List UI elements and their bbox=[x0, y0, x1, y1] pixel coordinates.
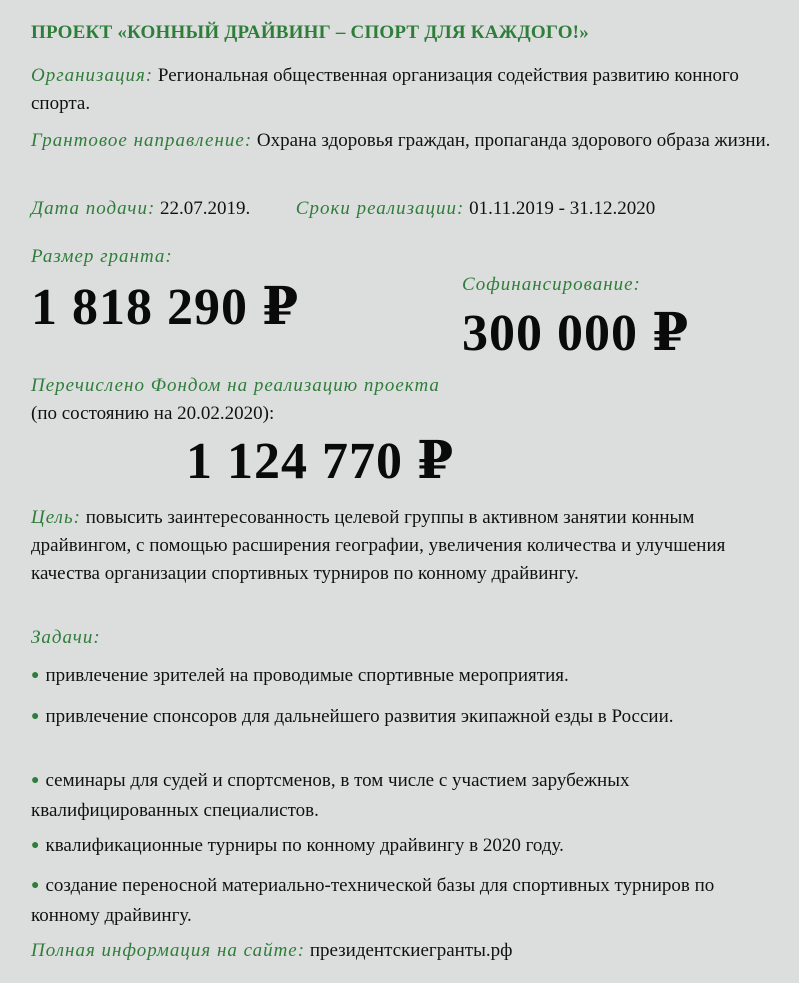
bullet-icon: ● bbox=[31, 838, 40, 853]
task-text: создание переносной материально-технической базы для спортивных турниров по конному драйвингу. bbox=[31, 875, 715, 926]
tasks-label-block bbox=[31, 624, 101, 652]
period-label: Сроки реализации: bbox=[295, 198, 465, 219]
task-item bbox=[31, 832, 771, 862]
task-text: семинары для судей и спортсменов, в том числе с участием зарубежных квалифицированных специалистов. bbox=[31, 770, 630, 821]
grant-amount: 1 818 290 ₽ bbox=[31, 279, 300, 336]
task-text: привлечение спонсоров для дальнейшего развития экипажной езды в России. bbox=[45, 706, 674, 727]
task-item bbox=[31, 703, 771, 733]
task-item bbox=[31, 662, 771, 692]
bullet-icon: ● bbox=[31, 709, 40, 724]
task-item bbox=[31, 767, 771, 825]
task-text: квалификационные турниры по конному драйвингу в 2020 году. bbox=[45, 835, 564, 856]
transferred-block bbox=[31, 372, 771, 428]
period-value: 01.11.2019 - 31.12.2020 bbox=[469, 198, 656, 219]
task-item bbox=[31, 872, 771, 930]
cofinancing-amount: 300 000 ₽ bbox=[462, 305, 690, 362]
submission-value: 22.07.2019. bbox=[160, 198, 251, 219]
goal-value: повысить заинтересованность целевой группы в активном занятии конным драйвингом, с помощью расширения географии, увеличения количества и улучшения качества организации спортивных турниров по конному драйвингу. bbox=[31, 507, 726, 584]
website-block bbox=[31, 937, 771, 965]
goal-block bbox=[31, 504, 771, 588]
project-title: ПРОЕКТ «КОННЫЙ ДРАЙВИНГ – СПОРТ ДЛЯ КАЖДОГО!» bbox=[31, 22, 589, 43]
direction-block bbox=[31, 127, 771, 155]
cofinancing-label-block bbox=[462, 271, 641, 299]
submission-label: Дата подачи: bbox=[31, 198, 156, 219]
task-text: привлечение зрителей на проводимые спортивные мероприятия. bbox=[45, 665, 569, 686]
bullet-icon: ● bbox=[31, 773, 40, 788]
cofinancing-label: Софинансирование: bbox=[462, 274, 641, 295]
organization-value: Региональная общественная организация содействия развитию конного спорта. bbox=[31, 65, 739, 114]
grant-label: Размер гранта: bbox=[31, 246, 173, 267]
grant-label-block bbox=[31, 243, 173, 271]
website-link[interactable]: президентскиегранты.рф bbox=[309, 940, 513, 961]
transferred-note: (по состоянию на 20.02.2020): bbox=[31, 403, 275, 424]
organization-block bbox=[31, 62, 771, 118]
website-label: Полная информация на сайте: bbox=[31, 940, 306, 961]
transferred-label: Перечислено Фондом на реализацию проекта bbox=[31, 375, 440, 396]
transferred-amount: 1 124 770 ₽ bbox=[186, 433, 455, 490]
tasks-label: Задачи: bbox=[31, 627, 101, 648]
dates-row bbox=[31, 195, 655, 223]
goal-label: Цель: bbox=[31, 507, 81, 528]
direction-value: Охрана здоровья граждан, пропаганда здорового образа жизни. bbox=[256, 130, 771, 151]
organization-label: Организация: bbox=[31, 65, 154, 86]
direction-label: Грантовое направление: bbox=[31, 130, 253, 151]
bullet-icon: ● bbox=[31, 878, 40, 893]
bullet-icon: ● bbox=[31, 668, 40, 683]
